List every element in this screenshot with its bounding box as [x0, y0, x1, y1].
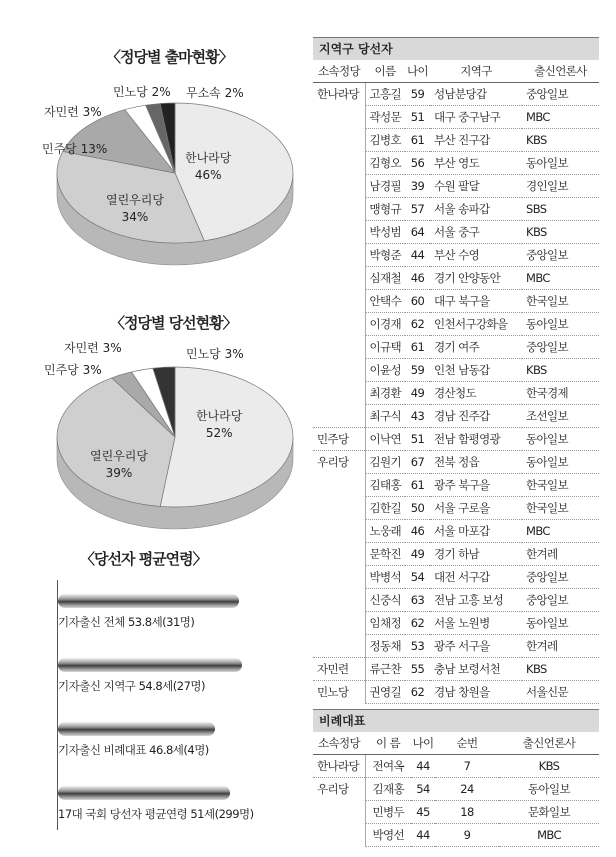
table-cell: 문화일보: [499, 801, 599, 824]
party-cell: 우리당: [313, 451, 365, 474]
age-bar-district: [58, 658, 242, 672]
table-cell: 전여옥: [365, 755, 411, 778]
party-cell: 민노당: [313, 681, 365, 704]
table-cell: 광주 북구을: [430, 474, 522, 497]
table-cell: 44: [411, 755, 435, 778]
table-row: [313, 106, 599, 129]
table-row: [313, 152, 599, 175]
party-cell: [313, 175, 365, 198]
table-cell: 51: [405, 428, 430, 451]
party-cell: [313, 801, 365, 824]
table-row: [313, 681, 599, 704]
table-cell: MBC: [522, 520, 599, 543]
table-row: [313, 129, 599, 152]
table-cell: 45: [411, 801, 435, 824]
table-cell: 성남분당갑: [430, 83, 522, 106]
table-cell: 62: [405, 313, 430, 336]
table-row: [313, 382, 599, 405]
table-cell: 중앙일보: [522, 566, 599, 589]
table-cell: 44: [405, 244, 430, 267]
candidacy-label-independent: 무소속 2%: [186, 86, 244, 100]
table-row: [313, 290, 599, 313]
table-cell: 중앙일보: [522, 336, 599, 359]
age-bar-proportional: [58, 722, 215, 736]
table-cell: 7: [435, 755, 499, 778]
table-cell: 류근찬: [365, 658, 405, 681]
party-cell: [313, 198, 365, 221]
table-cell: 57: [405, 198, 430, 221]
party-cell: [313, 566, 365, 589]
table-cell: 서울 노원병: [430, 612, 522, 635]
elected-label-hannara: 한나라당 52%: [196, 409, 243, 440]
table-cell: KBS: [499, 755, 599, 778]
table-cell: 동아일보: [522, 612, 599, 635]
candidacy-label-minno: 민노당 2%: [113, 85, 171, 99]
table-cell: 한국경제: [522, 382, 599, 405]
table-cell: 49: [405, 543, 430, 566]
table-cell: 경기 여주: [430, 336, 522, 359]
col-header: 순번: [435, 732, 499, 755]
proportional-section-title: 비례대표: [313, 709, 599, 732]
table-cell: 경기 하남: [430, 543, 522, 566]
table-cell: 이윤성: [365, 359, 405, 382]
table-row: [313, 589, 599, 612]
table-cell: 46: [405, 267, 430, 290]
candidacy-label-minju: 민주당 13%: [42, 142, 108, 156]
table-cell: 46: [405, 520, 430, 543]
party-cell: [313, 106, 365, 129]
table-cell: SBS: [522, 198, 599, 221]
table-cell: 남경필: [365, 175, 405, 198]
col-header: 나이: [411, 732, 435, 755]
party-cell: [313, 313, 365, 336]
candidacy-label-uri: 열린우리당 34%: [106, 193, 164, 224]
table-row: [313, 474, 599, 497]
elected-label-minno: 민노당 3%: [186, 347, 244, 361]
table-cell: 대구 중구남구: [430, 106, 522, 129]
table-cell: 경산청도: [430, 382, 522, 405]
col-header: 이름: [365, 60, 405, 83]
table-cell: 24: [435, 778, 499, 801]
table-cell: KBS: [522, 658, 599, 681]
table-cell: 9: [435, 824, 499, 847]
elected-label-jamin: 자민련 3%: [64, 341, 122, 355]
party-cell: 민주당: [313, 428, 365, 451]
candidacy-label-jamin: 자민련 3%: [44, 105, 102, 119]
table-cell: 64: [405, 221, 430, 244]
table-cell: 62: [405, 681, 430, 704]
table-cell: 김태홍: [365, 474, 405, 497]
table-cell: 한국일보: [522, 474, 599, 497]
table-cell: 이낙연: [365, 428, 405, 451]
party-cell: 한나라당: [317, 759, 360, 773]
party-cell: [313, 129, 365, 152]
table-cell: 61: [405, 474, 430, 497]
table-row: [313, 566, 599, 589]
party-cell: [313, 612, 365, 635]
table-cell: 광주 서구을: [430, 635, 522, 658]
table-row: [313, 612, 599, 635]
party-cell: [313, 520, 365, 543]
table-cell: 서울 구로을: [430, 497, 522, 520]
table-row: [313, 755, 599, 778]
table-cell: 최구식: [365, 405, 405, 428]
party-cell: [313, 244, 365, 267]
table-cell: 63: [405, 589, 430, 612]
table-cell: 서울 마포갑: [430, 520, 522, 543]
table-cell: 54: [405, 566, 430, 589]
table-cell: 노웅래: [365, 520, 405, 543]
table-row: [313, 428, 599, 451]
party-cell: 자민련: [313, 658, 365, 681]
candidacy-chart-title: 〈정당별 출마현황〉: [106, 48, 233, 66]
table-cell: 인천서구강화을: [430, 313, 522, 336]
district-winners-table: [313, 37, 599, 847]
table-cell: 서울신문: [522, 681, 599, 704]
age-bar-label: 기자출신 비례대표 46.8세(4명): [58, 743, 209, 757]
table-cell: 한겨레: [522, 635, 599, 658]
elected-label-minju: 민주당 3%: [44, 363, 102, 377]
table-cell: 한겨레: [522, 543, 599, 566]
table-row: [313, 778, 599, 801]
party-cell: [313, 382, 365, 405]
table-cell: 54: [411, 778, 435, 801]
table-cell: 대전 서구갑: [430, 566, 522, 589]
table-row: [313, 267, 599, 290]
elected-pie-chart: [40, 352, 310, 552]
elected-label-uri: 열린우리당 39%: [90, 449, 148, 480]
table-cell: 곽성문: [365, 106, 405, 129]
table-cell: 김형오: [365, 152, 405, 175]
table-cell: 67: [405, 451, 430, 474]
table-cell: 서울 송파갑: [430, 198, 522, 221]
table-cell: 맹형규: [365, 198, 405, 221]
col-header: 지역구: [430, 60, 522, 83]
table-cell: 박병석: [365, 566, 405, 589]
table-cell: MBC: [522, 267, 599, 290]
age-bar-label: 기자출신 전체 53.8세(31명): [58, 615, 195, 629]
party-cell: [313, 290, 365, 313]
table-cell: 인천 남동갑: [430, 359, 522, 382]
col-header: 소속정당: [313, 60, 365, 83]
district-header-row: [313, 60, 599, 83]
party-cell: [313, 635, 365, 658]
party-cell: [313, 474, 365, 497]
table-cell: 55: [405, 658, 430, 681]
table-cell: 심재철: [365, 267, 405, 290]
table-cell: 한국일보: [522, 497, 599, 520]
table-cell: 전남 고흥 보성: [430, 589, 522, 612]
table-cell: 중앙일보: [522, 589, 599, 612]
table-cell: 부산 진구갑: [430, 129, 522, 152]
table-cell: 부산 영도: [430, 152, 522, 175]
age-bar-row: [58, 594, 239, 630]
table-row: [313, 801, 599, 824]
table-cell: 부산 수영: [430, 244, 522, 267]
party-cell: [313, 543, 365, 566]
table-row: [313, 658, 599, 681]
table-cell: MBC: [499, 824, 599, 847]
table-cell: 권영길: [365, 681, 405, 704]
table-row: [313, 359, 599, 382]
party-cell: [313, 267, 365, 290]
table-cell: 한국일보: [522, 290, 599, 313]
table-cell: 경남 창원을: [430, 681, 522, 704]
party-cell: [313, 152, 365, 175]
table-cell: 경남 진주갑: [430, 405, 522, 428]
table-cell: 동아일보: [499, 778, 599, 801]
table-cell: 43: [405, 405, 430, 428]
table-cell: 안택수: [365, 290, 405, 313]
col-header: 소속정당: [313, 732, 365, 755]
party-cell: 우리당: [313, 778, 365, 801]
candidacy-label-hannara: 한나라당 46%: [185, 151, 232, 182]
table-cell: 박영선: [365, 824, 411, 847]
table-row: [313, 221, 599, 244]
age-bar-assembly-avg: [58, 786, 230, 800]
table-cell: 고흥길: [365, 83, 405, 106]
party-cell: [313, 359, 365, 382]
table-cell: 수원 팔달: [430, 175, 522, 198]
table-cell: 39: [405, 175, 430, 198]
table-cell: 62: [405, 612, 430, 635]
table-row: [313, 336, 599, 359]
table-cell: 김원기: [365, 451, 405, 474]
party-cell: [313, 497, 365, 520]
table-cell: 박형준: [365, 244, 405, 267]
table-row: [313, 520, 599, 543]
table-cell: 이경재: [365, 313, 405, 336]
table-row: [313, 635, 599, 658]
table-cell: 61: [405, 129, 430, 152]
table-cell: KBS: [522, 359, 599, 382]
age-bar-label: 17대 국회 당선자 평균연령 51세(299명): [58, 807, 254, 821]
table-row: [313, 497, 599, 520]
table-cell: 중앙일보: [522, 83, 599, 106]
table-cell: 동아일보: [522, 152, 599, 175]
table-cell: 동아일보: [522, 428, 599, 451]
col-header: 이 름: [365, 732, 411, 755]
party-cell: [313, 824, 365, 847]
table-cell: 박성범: [365, 221, 405, 244]
table-cell: 61: [405, 336, 430, 359]
age-bar-total: [58, 594, 239, 608]
table-cell: 이규택: [365, 336, 405, 359]
table-cell: 충남 보령서천: [430, 658, 522, 681]
table-cell: 56: [405, 152, 430, 175]
table-cell: 민병두: [365, 801, 411, 824]
table-cell: 대구 북구을: [430, 290, 522, 313]
table-row: [313, 198, 599, 221]
table-cell: 중앙일보: [522, 244, 599, 267]
party-cell: [313, 589, 365, 612]
table-cell: 50: [405, 497, 430, 520]
table-cell: 59: [405, 359, 430, 382]
table-cell: 44: [411, 824, 435, 847]
table-cell: 김재홍: [365, 778, 411, 801]
table-cell: 김한길: [365, 497, 405, 520]
age-bar-label: 기자출신 지역구 54.8세(27명): [58, 679, 206, 693]
table-cell: KBS: [522, 129, 599, 152]
table-cell: 최경환: [365, 382, 405, 405]
table-cell: 59: [405, 83, 430, 106]
table-cell: 서울 중구: [430, 221, 522, 244]
table-row: [313, 83, 599, 106]
table-row: [313, 451, 599, 474]
table-cell: 전남 함평영광: [430, 428, 522, 451]
table-row: [313, 543, 599, 566]
table-cell: 49: [405, 382, 430, 405]
elected-chart-title: 〈정당별 당선현황〉: [110, 314, 237, 332]
table-cell: MBC: [522, 106, 599, 129]
table-cell: 김병호: [365, 129, 405, 152]
age-bar-row: [58, 658, 242, 694]
table-cell: 60: [405, 290, 430, 313]
table-cell: 동아일보: [522, 451, 599, 474]
party-cell: [313, 336, 365, 359]
table-cell: 신중식: [365, 589, 405, 612]
party-cell: [313, 221, 365, 244]
table-row: [313, 313, 599, 336]
table-cell: 18: [435, 801, 499, 824]
table-cell: 임채정: [365, 612, 405, 635]
table-cell: 동아일보: [522, 313, 599, 336]
party-cell: [313, 405, 365, 428]
table-cell: 문학진: [365, 543, 405, 566]
age-chart-title: 〈당선자 평균연령〉: [80, 550, 207, 568]
table-cell: 조선일보: [522, 405, 599, 428]
table-row: [313, 175, 599, 198]
party-cell: 한나라당: [317, 87, 360, 102]
col-header: 출신언론사: [499, 732, 599, 755]
col-header: 나이: [405, 60, 430, 83]
age-bar-row: [58, 722, 215, 758]
table-cell: 정동채: [365, 635, 405, 658]
table-row: [313, 244, 599, 267]
age-bar-row: [58, 786, 254, 822]
col-header: 출신언론사: [522, 60, 599, 83]
table-cell: 51: [405, 106, 430, 129]
table-row: [313, 824, 599, 847]
table-cell: 경인일보: [522, 175, 599, 198]
table-cell: 53: [405, 635, 430, 658]
table-row: [313, 405, 599, 428]
district-section-title: 지역구 당선자: [313, 37, 599, 60]
table-cell: 경기 안양동안: [430, 267, 522, 290]
table-cell: 전북 정읍: [430, 451, 522, 474]
proportional-header-row: [313, 732, 599, 755]
table-cell: KBS: [522, 221, 599, 244]
